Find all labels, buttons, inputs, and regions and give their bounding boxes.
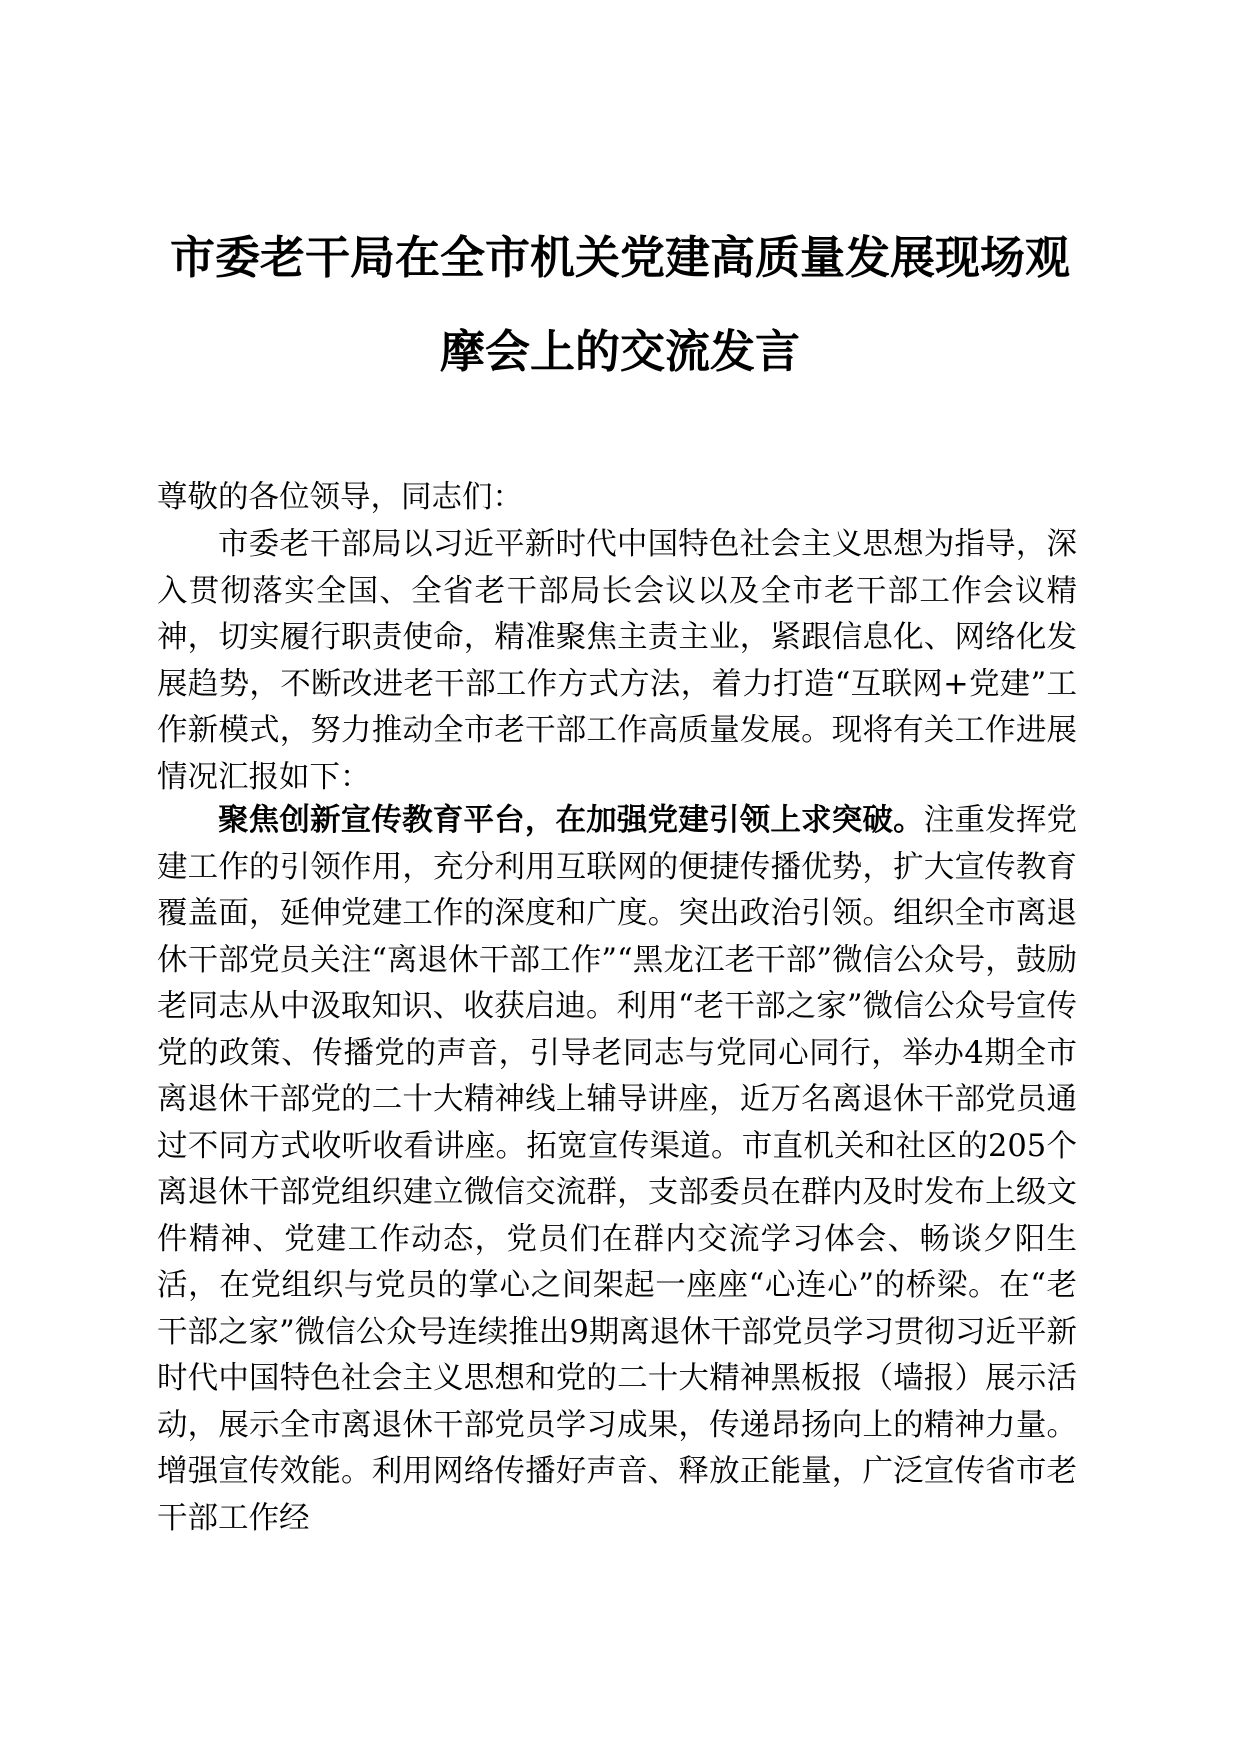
paragraph-section-1 bbox=[157, 797, 1077, 1542]
document-title-line-1: 市委老干局在全市机关党建高质量发展现场观 bbox=[169, 231, 1070, 284]
salutation: 尊敬的各位领导，同志们： bbox=[157, 480, 523, 515]
section-heading-lead: 聚焦创新宣传教育平台，在加强党建引领上求突破。 bbox=[218, 802, 924, 838]
paragraph-intro: 市委老干部局以习近平新时代中国特色社会主义思想为指导，深入贯彻落实全国、全省老干部局长会议以及全市老干部工作会议精神，切实履行职责使命，精准聚焦主责主业，紧跟信息化、网络化发展趋势，不断改进老干部工作方式方法，着力打造“互联网+党建”工作新模式，努力推动全市老干部工作高质量发展。现将有关工作进展情况汇报如下： bbox=[157, 527, 1077, 795]
section-body-text: 注重发挥党建工作的引领作用，充分利用互联网的便捷传播优势，扩大宣传教育覆盖面，延伸党建工作的深度和广度。突出政治引领。组织全市离退休干部党员关注“离退休干部工作”“黑龙江老干部”微信公众号，鼓励老同志从中汲取知识、收获启迪。利用“老干部之家”微信公众号宣传党的政策、传播党的声音，引导老同志与党同心同行，举办4期全市离退休干部党的二十大精神线上辅导讲座，近万名离退休干部党员通过不同方式收听收看讲座。拓宽宣传渠道。市直机关和社区的205个离退休干部党组织建立微信交流群，支部委员在群内及时发布上级文件精神、党建工作动态，党员们在群内交流学习体会、畅谈夕阳生活，在党组织与党员的掌心之间架起一座座“心连心”的桥梁。在“老干部之家”微信公众号连续推出9期离退休干部党员学习贯彻习近平新时代中国特色社会主义思想和党的二十大精神黑板报（墙报）展示活动，展示全市离退休干部党员学习成果，传递昂扬向上的精神力量。增强宣传效能。利用网络传播好声音、释放正能量，广泛宣传省市老干部工作经 bbox=[157, 803, 1078, 1536]
document-title-line-2: 摩会上的交流发言 bbox=[439, 325, 800, 378]
